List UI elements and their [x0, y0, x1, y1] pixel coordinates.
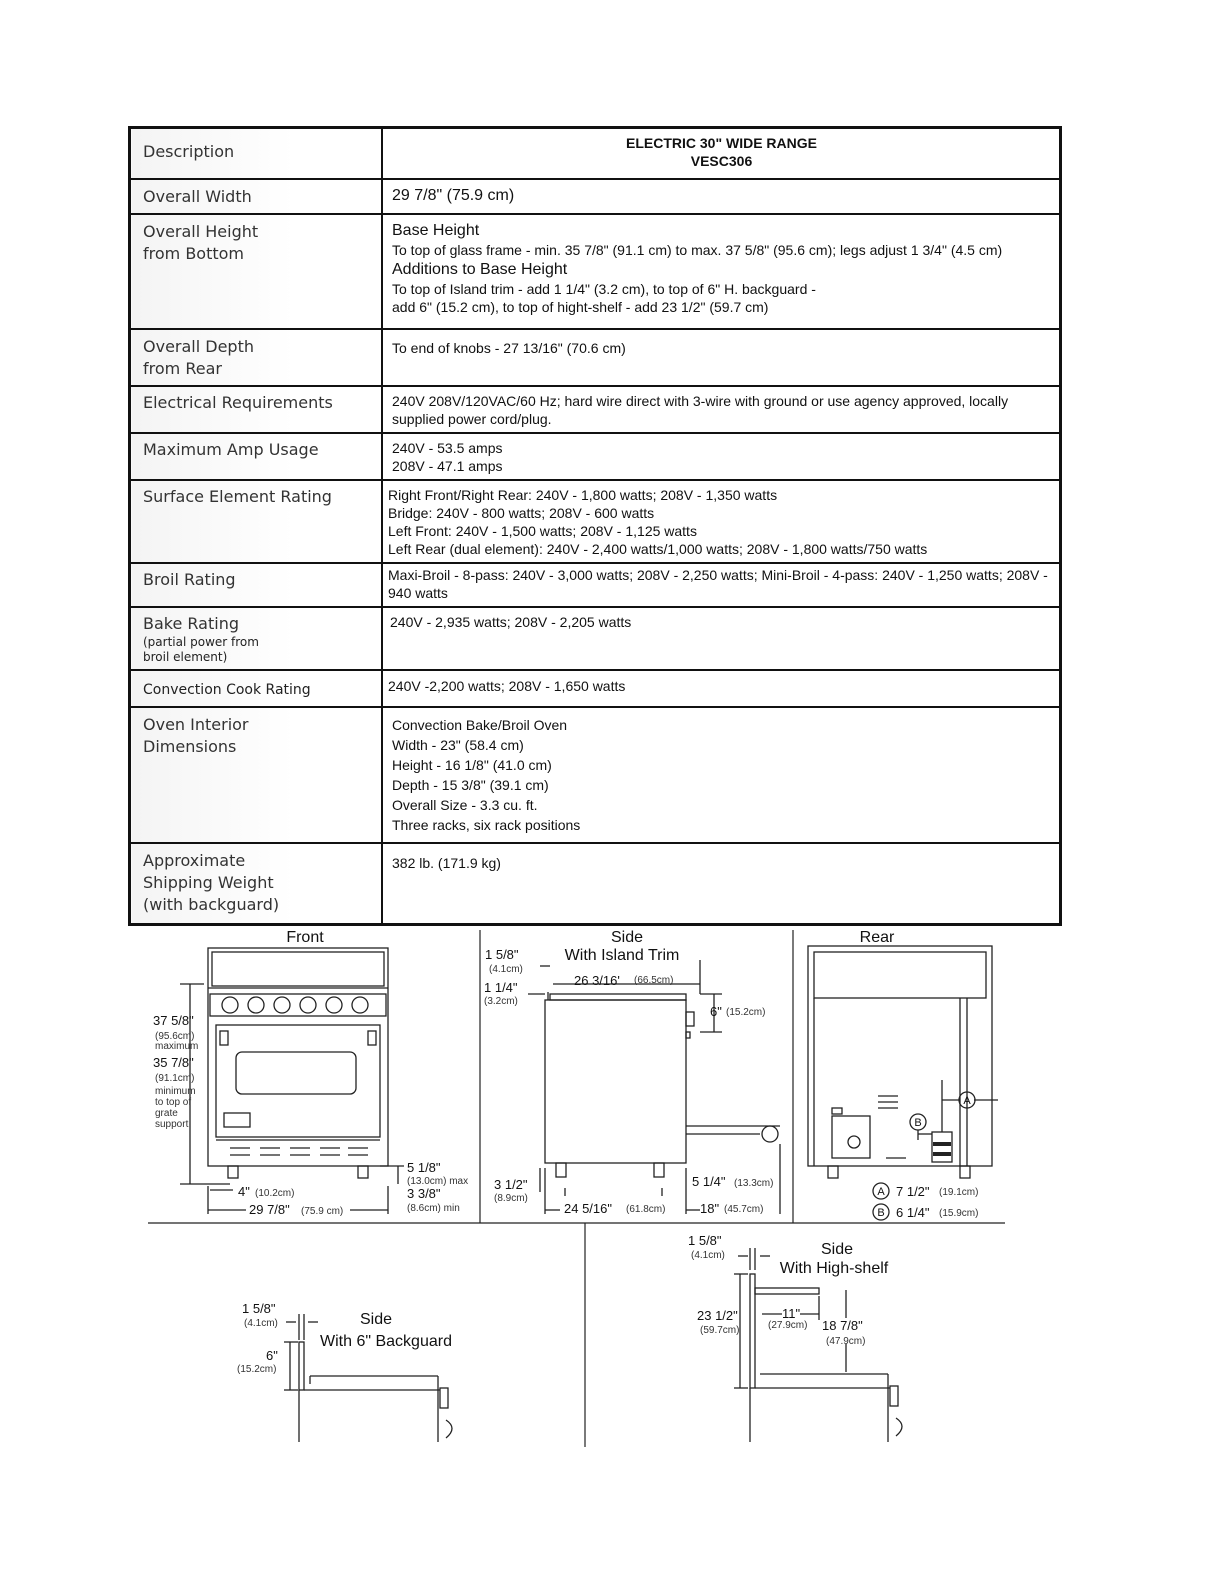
side-island-dim-b: 1 1/4" [484, 980, 518, 995]
front-dim-max-cm: (95.6cm) [155, 1031, 195, 1042]
row-label-convection: Convection Cook Rating [130, 670, 383, 707]
row-label-shipping-weight: Approximate Shipping Weight (with backguard) [130, 843, 383, 925]
row-label-broil: Broil Rating [130, 563, 383, 607]
front-dim-min-note3: grate [155, 1108, 178, 1119]
side-island-dim-c: 26 3/16' [574, 973, 620, 988]
rear-view [808, 929, 998, 1220]
row-label-overall-height: Overall Height from Bottom [130, 214, 383, 329]
side-shelf-subtitle: With High-shelf [779, 1260, 889, 1277]
rear-legend-a: A [877, 1186, 885, 1198]
side-island-dim-a-cm: (4.1cm) [489, 964, 523, 975]
side-island-dim-h: 18" [700, 1201, 720, 1216]
front-dim-max-note: maximum [155, 1041, 199, 1052]
side-island-dim-g: 24 5/16" [564, 1201, 612, 1216]
side-island-dim-a: 1 5/8" [485, 947, 519, 962]
front-foot-cm: (10.2cm) [255, 1188, 295, 1199]
front-dim-max: 37 5/8" [153, 1013, 194, 1028]
side-shelf-dim-d: 18 7/8" [822, 1318, 863, 1333]
front-dim-min-note1: minimum [155, 1086, 196, 1097]
row-label-max-amp: Maximum Amp Usage [130, 433, 383, 480]
oven-interior-value: Convection Bake/Broil Oven Width - 23" (58.4 cm) Height - 16 1/8" (41.0 cm) Depth - 15 3/8" (39.1 cm) Overall Size - 3.3 cu. ft. Three racks, six rack positions [382, 707, 1061, 843]
front-leg-min-cm: (8.6cm) min [407, 1203, 460, 1214]
rear-dim-b: 6 1/4" [896, 1205, 930, 1220]
side-island-dim-g-cm: (61.8cm) [626, 1204, 666, 1215]
row-label-overall-width: Overall Width [130, 179, 383, 214]
broil-value: Maxi-Broil - 8-pass: 240V - 3,000 watts; 208V - 2,250 watts; Mini-Broil - 4-pass: 240V - 1,250 watts; 208V - 940 watts [382, 563, 1061, 607]
rear-title: Rear [859, 929, 895, 946]
side-island-dim-e-cm: (8.9cm) [494, 1193, 528, 1204]
side-shelf-dim-c-cm: (27.9cm) [768, 1320, 808, 1331]
convection-value: 240V -2,200 watts; 208V - 1,650 watts [382, 670, 1061, 707]
rear-dim-a-cm: (19.1cm) [939, 1187, 979, 1198]
surface-element-value: Right Front/Right Rear: 240V - 1,800 watts; 208V - 1,350 watts Bridge: 240V - 800 watts; 208V - 600 watts Left Front: 240V - 1,500 watts; 208V - 1,125 watts Left Rear (dual element): 240V - 2,400 watts/1,000 watts; 208V - 1,800 watts/750 watts [382, 480, 1061, 563]
side-island-view [484, 929, 780, 1216]
electrical-value: 240V 208V/120VAC/60 Hz; hard wire direct with 3-wire with ground or use agency approved, locally supplied power cord/plug. [382, 386, 1061, 433]
header-title: ELECTRIC 30" WIDE RANGE [626, 135, 817, 151]
side-shelf-dim-a-cm: (4.1cm) [691, 1250, 725, 1261]
side-island-dim-h-cm: (45.7cm) [724, 1204, 764, 1215]
front-view [153, 929, 468, 1217]
front-leg-min: 3 3/8" [407, 1186, 441, 1201]
side-backguard-dim-a-cm: (4.1cm) [244, 1318, 278, 1329]
rear-marker-a: A [963, 1095, 971, 1107]
side-island-dim-f: 5 1/4" [692, 1174, 726, 1189]
row-label-bake: Bake Rating (partial power from broil element) [130, 607, 383, 670]
front-title: Front [286, 929, 324, 946]
front-leg-max: 5 1/8" [407, 1160, 441, 1175]
front-width-cm: (75.9 cm) [301, 1206, 344, 1217]
bake-value: 240V - 2,935 watts; 208V - 2,205 watts [382, 607, 1061, 670]
row-label-overall-depth: Overall Depth from Rear [130, 329, 383, 386]
front-leg-max-cm: (13.0cm) max [407, 1176, 469, 1187]
row-label-electrical: Electrical Requirements [130, 386, 383, 433]
side-island-subtitle: With Island Trim [564, 947, 680, 964]
front-dim-min-cm: (91.1cm) [155, 1073, 195, 1084]
side-island-dim-e: 3 1/2" [494, 1177, 528, 1192]
front-width: 29 7/8" [249, 1202, 290, 1217]
shipping-weight-value: 382 lb. (171.9 kg) [382, 843, 1061, 925]
row-label-surface-element: Surface Element Rating [130, 480, 383, 563]
overall-height-value: Base Height To top of glass frame - min. 35 7/8" (91.1 cm) to max. 37 5/8" (95.6 cm); legs adjust 1 3/4" (4.5 cm) Additions to Base Height To top of Island trim - add 1 1/4" (3.2 cm), to top of 6" H. backguard - add 6" (15.2 cm), to top of hight-shelf - add 23 1/2" (59.7 cm) [382, 214, 1061, 329]
side-backguard-subtitle: With 6" Backguard [320, 1333, 452, 1350]
side-island-dim-f-cm: (13.3cm) [734, 1178, 774, 1189]
side-backguard-dim-b: 6" [266, 1348, 278, 1363]
side-island-dim-c-cm: (66.5cm) [634, 975, 674, 986]
row-label-oven-interior: Oven Interior Dimensions [130, 707, 383, 843]
side-backguard-title: Side [359, 1311, 393, 1328]
front-dim-min: 35 7/8" [153, 1055, 194, 1070]
side-shelf-dim-a: 1 5/8" [688, 1233, 722, 1248]
side-shelf-dim-c: 11" [782, 1306, 801, 1321]
front-dim-min-note2: to top of [155, 1097, 192, 1108]
rear-legend-b: B [877, 1207, 885, 1219]
side-shelf-dim-b: 23 1/2" [697, 1308, 738, 1323]
side-island-dim-d: 6" [710, 1004, 722, 1019]
side-shelf-view [688, 1233, 902, 1442]
front-foot: 4" [238, 1184, 250, 1199]
rear-marker-b: B [914, 1117, 922, 1129]
side-island-title: Side [610, 929, 644, 946]
side-backguard-view [237, 1301, 452, 1442]
side-shelf-dim-d-cm: (47.9cm) [826, 1336, 866, 1347]
side-shelf-title: Side [820, 1241, 854, 1258]
row-label-description: Description [130, 128, 383, 179]
rear-dim-a: 7 1/2" [896, 1184, 930, 1199]
front-dim-min-note4: support [155, 1119, 189, 1130]
rear-dim-b-cm: (15.9cm) [939, 1208, 979, 1219]
side-island-dim-d-cm: (15.2cm) [726, 1007, 766, 1018]
overall-width-value: 29 7/8" (75.9 cm) [382, 179, 1061, 214]
max-amp-value: 240V - 53.5 amps 208V - 47.1 amps [382, 433, 1061, 480]
side-backguard-dim-a: 1 5/8" [242, 1301, 276, 1316]
header-model: VESC306 [690, 153, 753, 169]
side-backguard-dim-b-cm: (15.2cm) [237, 1364, 277, 1375]
side-island-dim-b-cm: (3.2cm) [484, 996, 518, 1007]
side-shelf-dim-b-cm: (59.7cm) [700, 1325, 740, 1336]
overall-depth-value: To end of knobs - 27 13/16" (70.6 cm) [382, 329, 1061, 386]
